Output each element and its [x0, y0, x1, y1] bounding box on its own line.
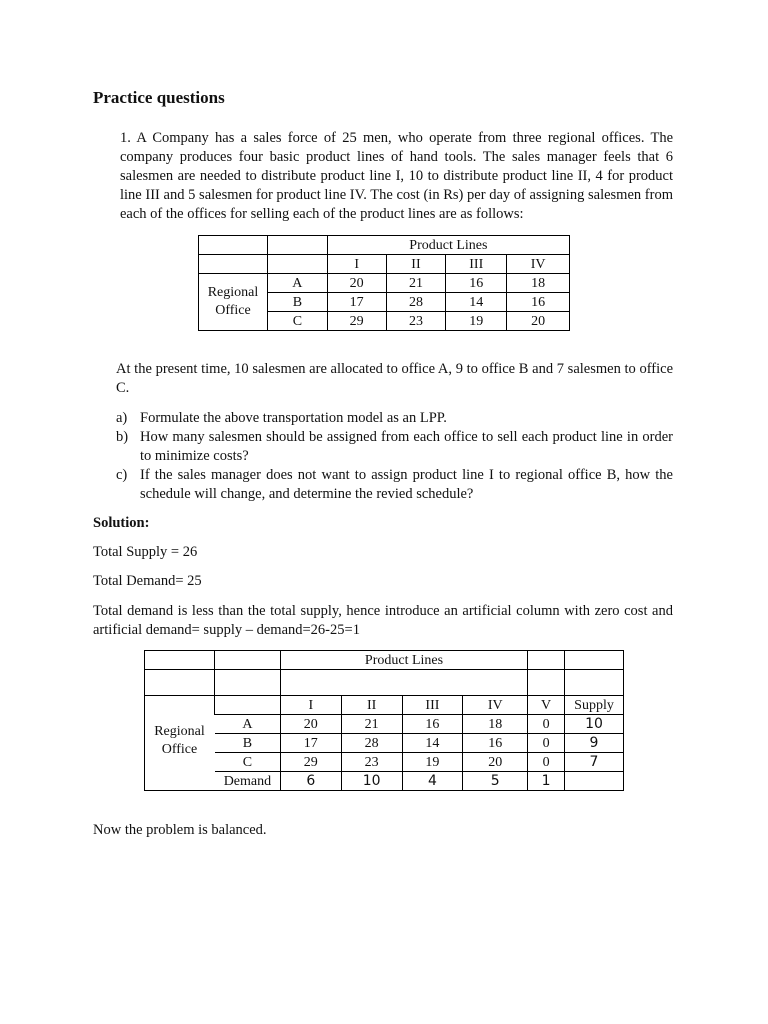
table-cell: 29	[327, 312, 386, 331]
row-label: B	[267, 293, 327, 312]
cost-table	[198, 235, 570, 331]
table-cell: 19	[402, 753, 463, 772]
table-cell: 0	[528, 734, 565, 753]
list-item	[116, 466, 673, 504]
list-item	[116, 409, 673, 428]
supply-cell: 10	[565, 715, 624, 734]
table-cell: 23	[386, 312, 446, 331]
column-header: I	[327, 255, 386, 274]
table-cell: 16	[402, 715, 463, 734]
list-text: Formulate the above transportation model as an LPP.	[140, 410, 447, 426]
table-cell: 16	[446, 274, 507, 293]
table-cell: 28	[386, 293, 446, 312]
row-label: C	[267, 312, 327, 331]
row-label: C	[214, 753, 280, 772]
table-cell: 19	[446, 312, 507, 331]
allocation-text: At the present time, 10 salesmen are allocated to office A, 9 to office B and 7 salesmen to office C.	[116, 361, 673, 396]
demand-label: Demand	[214, 772, 280, 791]
balanced-table	[144, 650, 624, 791]
table-cell: 20	[507, 312, 570, 331]
table-cell: 20	[327, 274, 386, 293]
column-header: IV	[507, 255, 570, 274]
list-item	[116, 428, 673, 466]
row-group-label: Regional Office	[145, 715, 215, 791]
table-cell: 0	[528, 715, 565, 734]
supply-cell: 9	[565, 734, 624, 753]
page-title: Practice questions	[93, 88, 225, 107]
demand-cell: 5	[463, 772, 528, 791]
table-cell: 16	[463, 734, 528, 753]
table-cell: 18	[463, 715, 528, 734]
list-marker: a)	[116, 410, 128, 426]
product-lines-header: Product Lines	[327, 236, 569, 255]
product-lines-header: Product Lines	[280, 651, 527, 670]
row-label: A	[267, 274, 327, 293]
table-cell: 21	[341, 715, 402, 734]
list-text: If the sales manager does not want to assign product line I to regional office B, how the schedule will change, and determine the revied schedule?	[140, 467, 673, 502]
total-supply: Total Supply = 26	[93, 544, 198, 560]
question-text: A Company has a sales force of 25 men, who operate from three regional offices. The company produces four basic product lines of hand tools. The sales manager feels that 6 salesmen are needed to distribute product line I, 10 to distribute product line II, 4 for product line III and 5 salesmen for product line IV. The cost (in Rs) per day of assigning salesmen from each of the offices for selling each of the product lines are as follows:	[120, 130, 674, 222]
solution-label: Solution:	[93, 515, 150, 531]
question-number: 1.	[120, 130, 131, 146]
row-label: B	[214, 734, 280, 753]
list-marker: c)	[116, 467, 128, 483]
table-cell: 0	[528, 753, 565, 772]
row-group-label: Regional Office	[199, 274, 268, 331]
table-cell: 14	[402, 734, 463, 753]
list-text: How many salesmen should be assigned from each office to sell each product line in order to minimize costs?	[140, 429, 673, 464]
table-cell: 14	[446, 293, 507, 312]
total-demand: Total Demand= 25	[93, 573, 202, 589]
table-cell: 20	[280, 715, 341, 734]
explanation: Total demand is less than the total supply, hence introduce an artificial column with zero cost and artificial demand= supply – demand=26-25=1	[93, 603, 673, 638]
demand-cell: 4	[402, 772, 463, 791]
list-marker: b)	[116, 429, 129, 445]
column-header: Supply	[565, 696, 624, 715]
column-header: IV	[463, 696, 528, 715]
table-cell: 18	[507, 274, 570, 293]
column-header: II	[341, 696, 402, 715]
table-cell: 16	[507, 293, 570, 312]
table-cell: 29	[280, 753, 341, 772]
question-parts	[116, 409, 673, 504]
supply-cell: 7	[565, 753, 624, 772]
conclusion: Now the problem is balanced.	[93, 822, 267, 838]
column-header: V	[528, 696, 565, 715]
demand-cell: 10	[341, 772, 402, 791]
table-cell: 28	[341, 734, 402, 753]
column-header: I	[280, 696, 341, 715]
demand-cell: 6	[280, 772, 341, 791]
table-cell: 17	[327, 293, 386, 312]
demand-cell: 1	[528, 772, 565, 791]
table-cell: 17	[280, 734, 341, 753]
table-cell: 23	[341, 753, 402, 772]
table-cell: 21	[386, 274, 446, 293]
column-header: III	[402, 696, 463, 715]
table-cell: 20	[463, 753, 528, 772]
row-label: A	[214, 715, 280, 734]
column-header: III	[446, 255, 507, 274]
question-1	[120, 129, 673, 224]
column-header: II	[386, 255, 446, 274]
